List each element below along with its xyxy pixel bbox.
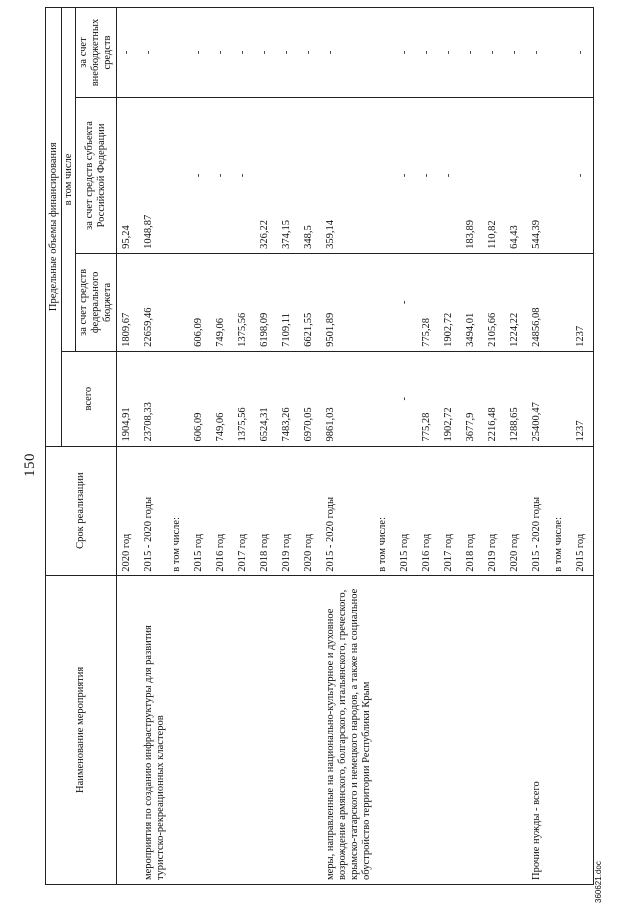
cell-period: 2020 год	[117, 446, 140, 575]
cell-period: 2020 год	[505, 446, 527, 575]
table-row	[373, 8, 395, 885]
cell-name	[417, 575, 439, 884]
cell-name	[571, 575, 594, 884]
cell-regional: 64,43	[505, 98, 527, 254]
cell-regional: 110,82	[483, 98, 505, 254]
cell-extra	[373, 8, 395, 98]
table-row	[417, 8, 439, 885]
table-row	[211, 8, 233, 885]
cell-name	[211, 575, 233, 884]
cell-name	[483, 575, 505, 884]
cell-total: 749,06	[211, 351, 233, 446]
table-row	[189, 8, 211, 885]
cell-federal: -	[395, 253, 417, 351]
cell-extra: -	[439, 8, 461, 98]
cell-extra: -	[233, 8, 255, 98]
cell-period: 2018 год	[461, 446, 483, 575]
table-row	[395, 8, 417, 885]
cell-period: 2017 год	[233, 446, 255, 575]
cell-regional	[549, 98, 571, 254]
cell-extra: -	[395, 8, 417, 98]
cell-regional: 544,39	[527, 98, 549, 254]
table-row	[233, 8, 255, 885]
cell-extra: -	[461, 8, 483, 98]
cell-federal: 606,09	[189, 253, 211, 351]
header-federal: за счет средств федерального бюджета	[76, 253, 117, 351]
cell-federal: 9501,89	[321, 253, 373, 351]
cell-regional: 326,22	[255, 98, 277, 254]
table-row	[321, 8, 373, 885]
cell-total	[373, 351, 395, 446]
cell-federal: 1902,72	[439, 253, 461, 351]
header-regional: за счет средств субъекта Российской Федерации	[76, 98, 117, 254]
cell-extra: -	[117, 8, 140, 98]
cell-name	[277, 575, 299, 884]
cell-period: в том числе:	[549, 446, 571, 575]
table-row	[167, 8, 189, 885]
table-row	[527, 8, 549, 885]
cell-name: меры, направленные на национально-культурное и духовное возрождение армянского, болгарского, итальянского, греческого, крымско-татарского и немецкого народов, а также на социальное обустройство территории Республики Крым	[321, 575, 373, 884]
cell-name	[395, 575, 417, 884]
table-row	[571, 8, 594, 885]
header-extra: за счет внебюджетных средств	[76, 8, 117, 98]
cell-total: 1237	[571, 351, 594, 446]
cell-extra: -	[211, 8, 233, 98]
financing-table	[45, 7, 594, 885]
cell-regional: -	[189, 98, 211, 254]
cell-total: 25400,47	[527, 351, 549, 446]
cell-period: в том числе:	[167, 446, 189, 575]
cell-name: мероприятия по созданию инфраструктуры для развития туристско-рекреационных кластеров	[139, 575, 167, 884]
cell-total	[549, 351, 571, 446]
cell-regional: -	[211, 98, 233, 254]
header-financing: Предельные объемы финансирования	[46, 8, 62, 447]
cell-total: 3677,9	[461, 351, 483, 446]
table-row	[117, 8, 140, 885]
cell-name	[233, 575, 255, 884]
cell-name	[439, 575, 461, 884]
cell-federal: 2105,66	[483, 253, 505, 351]
cell-period: 2020 год	[299, 446, 321, 575]
cell-regional	[167, 98, 189, 254]
header-period: Срок реализации	[46, 446, 117, 575]
cell-extra: -	[299, 8, 321, 98]
page-number: 150	[22, 453, 38, 477]
cell-regional: -	[571, 98, 594, 254]
cell-total	[167, 351, 189, 446]
cell-extra: -	[255, 8, 277, 98]
cell-name	[255, 575, 277, 884]
table-row	[549, 8, 571, 885]
cell-federal: 7109,11	[277, 253, 299, 351]
header-name: Наименование мероприятия	[46, 575, 117, 884]
table-row	[505, 8, 527, 885]
cell-extra: -	[505, 8, 527, 98]
cell-name	[549, 575, 571, 884]
header-including: в том числе	[62, 8, 76, 352]
cell-total: 23708,33	[139, 351, 167, 446]
cell-total: 775,28	[417, 351, 439, 446]
cell-total: 9861,03	[321, 351, 373, 446]
cell-federal: 24856,08	[527, 253, 549, 351]
cell-extra: -	[139, 8, 167, 98]
cell-name	[373, 575, 395, 884]
cell-period: 2015 - 2020 годы	[527, 446, 549, 575]
cell-name	[299, 575, 321, 884]
cell-total: 606,09	[189, 351, 211, 446]
cell-total: 7483,26	[277, 351, 299, 446]
cell-federal: 3494,01	[461, 253, 483, 351]
cell-federal: 22659,46	[139, 253, 167, 351]
cell-period: 2017 год	[439, 446, 461, 575]
cell-extra: -	[277, 8, 299, 98]
cell-name	[167, 575, 189, 884]
cell-regional: -	[417, 98, 439, 254]
cell-regional: -	[233, 98, 255, 254]
cell-federal: 6198,09	[255, 253, 277, 351]
cell-total: 1904,91	[117, 351, 140, 446]
cell-period: 2015 - 2020 годы	[321, 446, 373, 575]
cell-regional: -	[395, 98, 417, 254]
cell-federal: 1224,22	[505, 253, 527, 351]
cell-name	[189, 575, 211, 884]
cell-federal	[549, 253, 571, 351]
cell-regional: -	[439, 98, 461, 254]
cell-name	[117, 575, 140, 884]
cell-federal	[373, 253, 395, 351]
cell-federal: 749,06	[211, 253, 233, 351]
header-total: всего	[62, 351, 117, 446]
cell-regional: 359,14	[321, 98, 373, 254]
cell-name: Прочие нужды - всего	[527, 575, 549, 884]
cell-total: 2216,48	[483, 351, 505, 446]
cell-period: 2018 год	[255, 446, 277, 575]
cell-regional: 183,89	[461, 98, 483, 254]
cell-regional: 1048,87	[139, 98, 167, 254]
cell-regional	[373, 98, 395, 254]
cell-federal: 6621,55	[299, 253, 321, 351]
cell-extra: -	[527, 8, 549, 98]
cell-period: 2015 год	[395, 446, 417, 575]
cell-regional: 374,15	[277, 98, 299, 254]
table-row	[439, 8, 461, 885]
table-row	[461, 8, 483, 885]
cell-period: 2016 год	[417, 446, 439, 575]
cell-federal: 1237	[571, 253, 594, 351]
cell-period: 2019 год	[277, 446, 299, 575]
table-header-row-1	[46, 8, 62, 885]
cell-total: 1902,72	[439, 351, 461, 446]
cell-extra: -	[321, 8, 373, 98]
cell-total: -	[395, 351, 417, 446]
cell-name	[505, 575, 527, 884]
cell-name	[461, 575, 483, 884]
cell-total: 6524,31	[255, 351, 277, 446]
cell-period: 2015 год	[189, 446, 211, 575]
cell-federal: 1375,56	[233, 253, 255, 351]
cell-federal	[167, 253, 189, 351]
cell-extra: -	[483, 8, 505, 98]
cell-total: 1288,65	[505, 351, 527, 446]
footer-file-name: 360621.doc	[594, 861, 603, 903]
cell-period: в том числе:	[373, 446, 395, 575]
cell-federal: 775,28	[417, 253, 439, 351]
cell-regional: 95,24	[117, 98, 140, 254]
cell-regional: 348,5	[299, 98, 321, 254]
cell-extra: -	[417, 8, 439, 98]
cell-period: 2015 год	[571, 446, 594, 575]
table-row	[277, 8, 299, 885]
cell-extra	[549, 8, 571, 98]
cell-total: 1375,56	[233, 351, 255, 446]
cell-federal: 1809,67	[117, 253, 140, 351]
cell-period: 2019 год	[483, 446, 505, 575]
cell-total: 6970,05	[299, 351, 321, 446]
cell-extra: -	[571, 8, 594, 98]
cell-period: 2016 год	[211, 446, 233, 575]
cell-extra	[167, 8, 189, 98]
cell-period: 2015 - 2020 годы	[139, 446, 167, 575]
cell-extra: -	[189, 8, 211, 98]
table-row	[139, 8, 167, 885]
table-row	[255, 8, 277, 885]
table-row	[483, 8, 505, 885]
table-row	[299, 8, 321, 885]
